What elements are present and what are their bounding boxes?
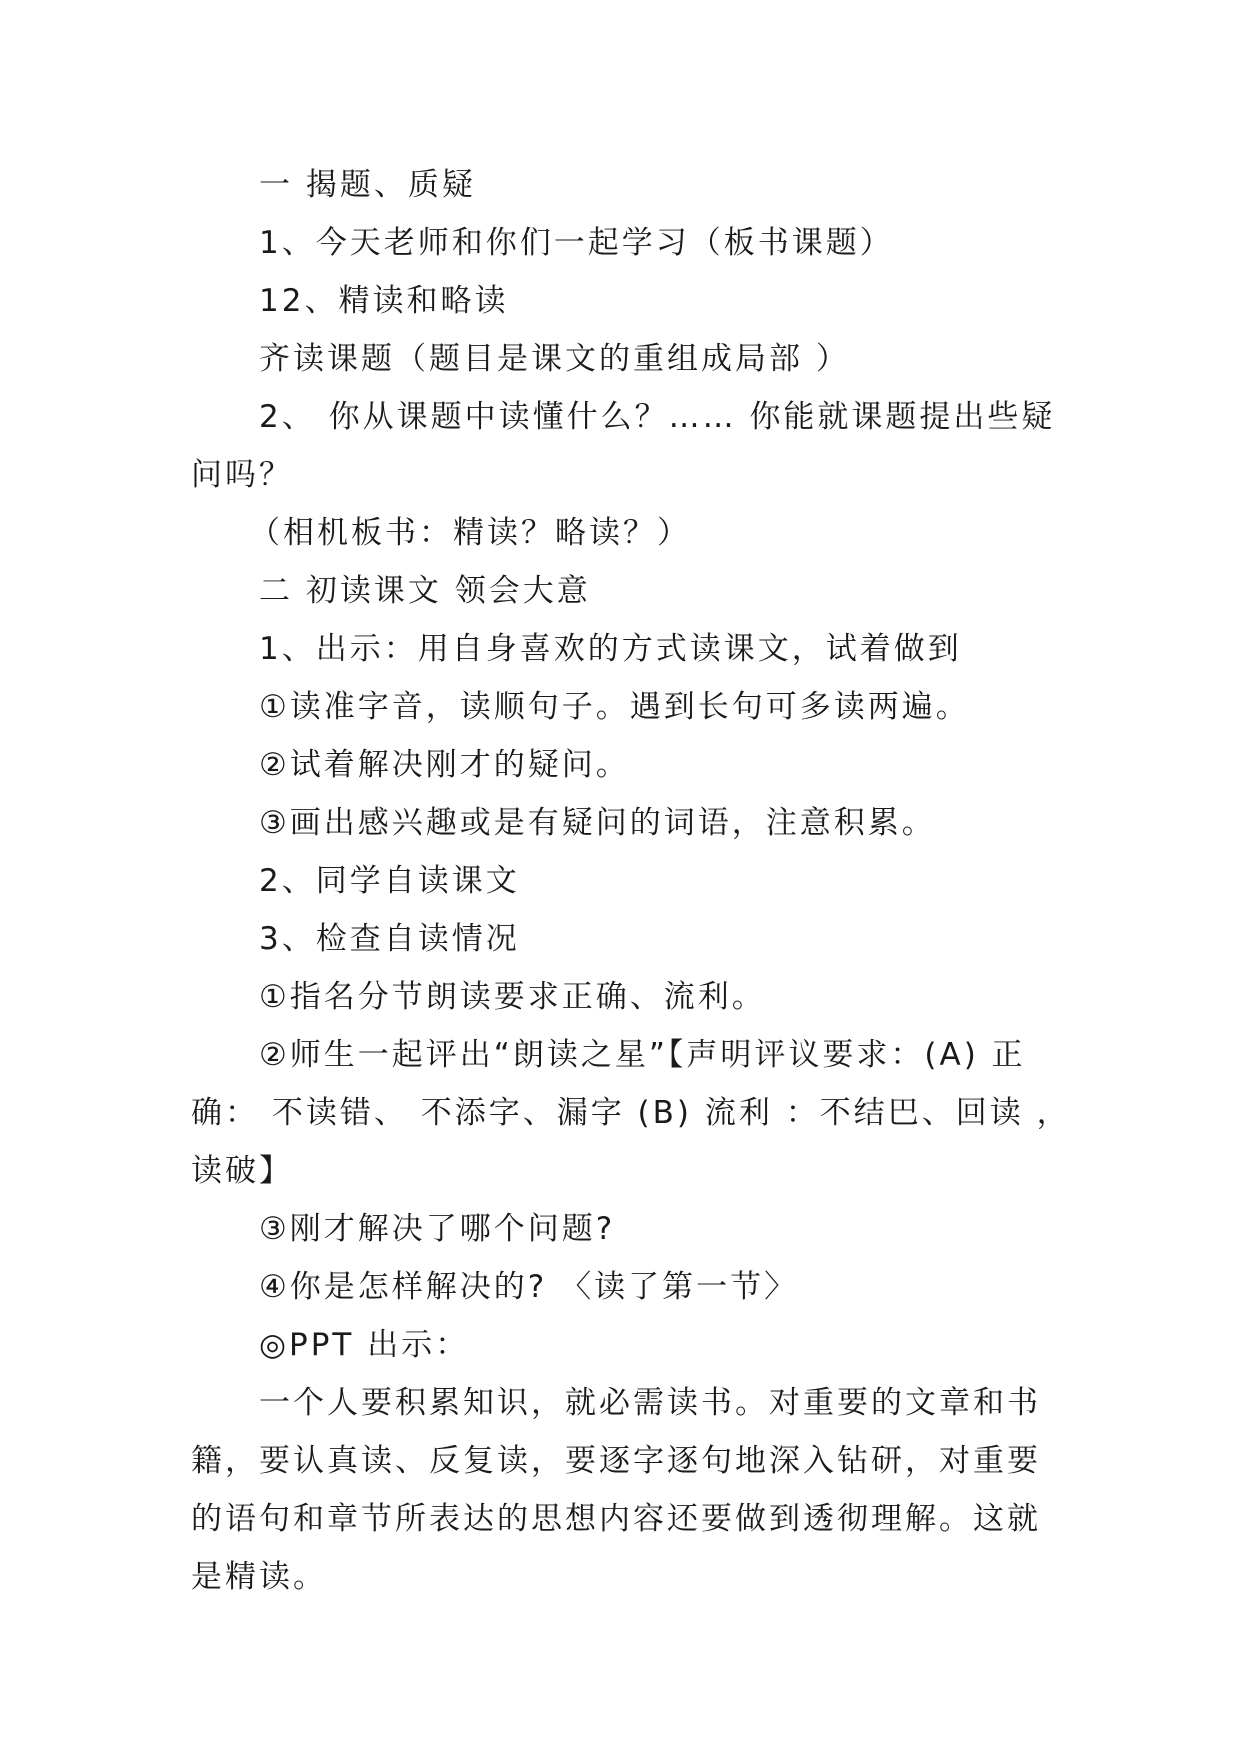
ppt-label: ◎PPT 出示： (259, 1327, 470, 1363)
paragraph: 1、今天老师和你们一起学习（板书课题） (259, 225, 894, 261)
paragraph: 2、 你从课题中读懂什么？…… 你能就课题提出些疑问吗？ (191, 399, 1056, 493)
list-item: ③刚才解决了哪个问题? (259, 1211, 616, 1247)
paragraph: 2、同学自读课文 (259, 863, 520, 899)
section-heading-2: 二 初读课文 领会大意 (259, 573, 591, 609)
list-item: ①指名分节朗读要求正确、流利。 (259, 979, 766, 1015)
paragraph: 齐读课题（题目是课文的重组成局部 ） (259, 341, 850, 377)
section-heading-1: 一 揭题、质疑 (259, 167, 476, 203)
document-body (191, 156, 1071, 1606)
list-item: ②试着解决刚才的疑问。 (259, 747, 630, 783)
list-item: ①读准字音，读顺句子。遇到长句可多读两遍。 (259, 689, 970, 725)
list-item: ④你是怎样解决的? 〈读了第一节〉 (259, 1269, 799, 1305)
list-item: ③画出感兴趣或是有疑问的词语，注意积累。 (259, 805, 936, 841)
paragraph: 3、检查自读情况 (259, 921, 520, 957)
list-item: ②师生一起评出“朗读之星”【声明评议要求：(A) 正确： 不读错、 不添字、漏字 (B) 流利 ：不结巴、回读 ，读破】 (191, 1037, 1071, 1189)
lesson-title: 12、精读和略读 (259, 283, 509, 319)
paragraph: 1、出示：用自身喜欢的方式读课文，试着做到 (259, 631, 962, 667)
ppt-content: 一个人要积累知识，就必需读书。对重要的文章和书籍，要认真读、反复读，要逐字逐句地深入钻研，对重要的语句和章节所表达的思想内容还要做到透彻理解。这就是精读。 (191, 1385, 1041, 1595)
board-note: （相机板书：精读？略读？） (249, 515, 691, 551)
